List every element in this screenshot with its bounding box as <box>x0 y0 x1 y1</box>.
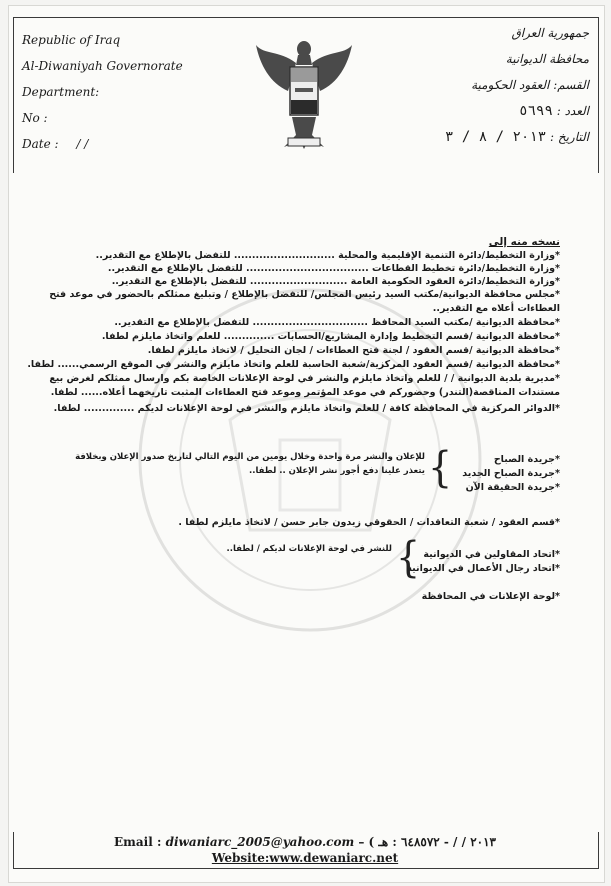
header-country-en: Republic of Iraq <box>22 33 121 47</box>
header-no-label-ar: العدد : <box>556 104 589 118</box>
footer-contact-line <box>13 835 597 849</box>
iraq-eagle-emblem-icon <box>253 35 355 151</box>
unions-note: للنشر في لوحة الإعلانات لديكم / لطفا.. <box>226 544 392 554</box>
newspaper-item: *جريدة الحقيقة الآن <box>465 482 560 493</box>
header-department-ar: القسم: العقود الحكومية <box>471 78 589 92</box>
brace-icon: { <box>396 532 421 582</box>
footer-phone-block: – ( ٢٠١٣ / / - ٦٤٨٥٧٢ : هـ <box>358 835 496 849</box>
header-no-value-ar: ٥٦٩٩ <box>519 103 553 119</box>
cc-line: *محافظة الديوانية /قسم التخطيط وإدارة المشاريع/الحسابات .............. للعلم واتخاذ مايلزم لطفا. <box>101 331 560 342</box>
cc-line: *محافظة الديوانية /قسم العقود / لجنة فتح العطاءات / لجان التحليل / لاتخاذ مايلزم لطفا. <box>147 345 560 356</box>
newspaper-item: *جريدة الصباح الجديد <box>462 468 560 479</box>
brace-icon: { <box>428 442 453 492</box>
cc-line: *وزارة التخطيط/دائرة التنمية الإقليمية والمحلية ............................ للتفضل بالإطلاع مع التقدير.. <box>95 250 560 261</box>
header-date-label-ar: التاريخ : <box>549 130 589 144</box>
header-date-ar <box>379 129 589 145</box>
cc-line: *وزارة التخطيط/دائرة العقود الحكومية العامة ........................... للتفضل بالإطلاع مع التقدير.. <box>111 276 560 287</box>
cc-line: *مجلس محافظة الديوانية/مكتب السيد رئيس المجلس/ للتفضل بالإطلاع / وتبليغ ممثلكم بالحضور في موعد فتح <box>49 289 560 300</box>
footer-website: Website:www.dewaniarc.net <box>211 851 399 865</box>
contracts-line: *قسم العقود / شعبة التعاقدات / الحقوقي زيدون جابر حسن / لاتخاذ مايلزم لطفا . <box>178 517 560 528</box>
cc-line: *الدوائر المركزية في المحافظة كافة / للعلم واتخاذ مايلزم والنشر في لوحة الإعلانات لديكم .............. لطفا. <box>53 403 560 414</box>
header-date-value-en: / / <box>76 137 89 151</box>
cc-line: *وزارة التخطيط/دائرة تخطيط القطاعات .................................. للتفضل بالإطلاع مع التقدير.. <box>107 263 560 274</box>
header-date-en <box>22 137 212 151</box>
footer-email-label: Email : <box>114 835 162 849</box>
header-no-ar <box>379 103 589 119</box>
union-item: *اتحاد رجال الأعمال في الديوانية <box>406 563 560 574</box>
header-date-value-ar: ٢٠١٣ / ٨ / ٣ <box>444 129 547 145</box>
cc-line: *محافظة الديوانية /مكتب السيد المحافظ ................................ للتفضل بالإطلاع مع التقدير.. <box>114 317 560 328</box>
cc-line: *محافظة الديوانية /قسم العقود المركزية/شعبة الحاسبة للعلم واتخاذ مايلزم والنشر في الموقع الرسمي...... لطفا. <box>27 359 560 370</box>
cc-line: مستندات المناقصة(التندر) وحضوركم في موعد المؤتمر وموعد فتح العطاءات المثبت تاريخهما أعلاه...... لطفا. <box>50 387 560 398</box>
header-date-label-en: Date : <box>22 137 59 151</box>
header-no-en: No : <box>22 111 48 125</box>
newspaper-item: *جريدة الصباح <box>493 454 560 465</box>
cc-line: *مديرية بلدية الديوانية / / للعلم واتخاذ مايلزم والنشر في لوحة الإعلانات الخاصة بكم وارسال ممثلكم لغرض بيع <box>49 373 560 384</box>
header-department-en: Department: <box>22 85 100 99</box>
footer-email-value: diwaniarc_2005@yahoo.com <box>165 835 355 849</box>
union-item: *اتحاد المقاولين في الديوانية <box>423 549 560 560</box>
header-country-ar: جمهورية العراق <box>511 26 589 40</box>
newspaper-note: يتعذر علينا دفع أجور نشر الإعلان .. لطفا.. <box>249 466 425 476</box>
header-governorate-en: Al-Diwaniyah Governorate <box>22 59 183 73</box>
cc-line: العطاءات أعلاه مع التقدير.. <box>432 303 560 314</box>
header-governorate-ar: محافظة الديوانية <box>505 52 589 66</box>
newspaper-note: للإعلان والنشر مرة واحدة وخلال يومين من اليوم التالي لتاريخ صدور الإعلان وبخلافة <box>75 452 425 462</box>
cc-heading: نسخه منه إلى <box>488 236 560 248</box>
board-line: *لوحة الإعلانات في المحافظة <box>421 591 560 602</box>
